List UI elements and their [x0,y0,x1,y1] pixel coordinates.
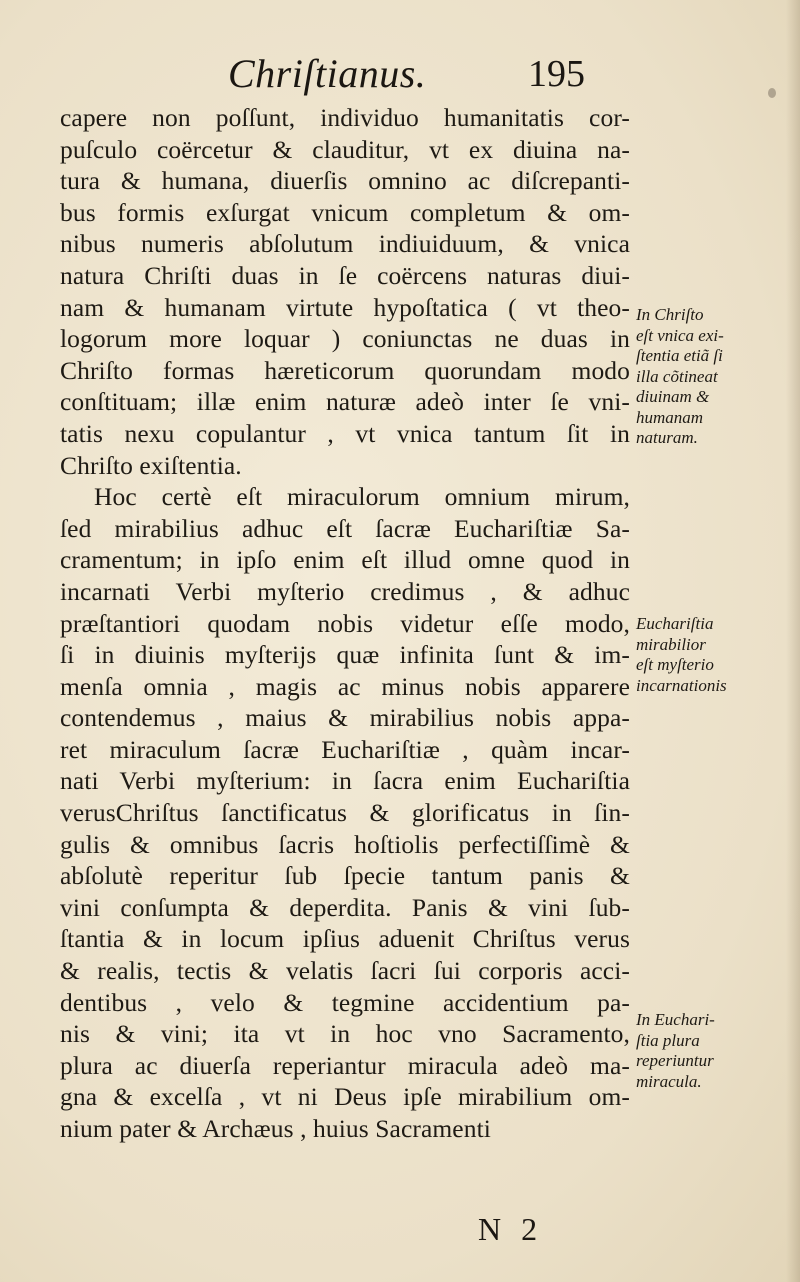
text-line: ſi in diuinis myſterijs quæ infinita ſunt & im- [60,640,630,670]
text-line: & realis, tectis & velatis ſacri ſui corporis acci- [60,956,630,986]
text-line: tura & humana, diuerſis omnino ac diſcrepanti- [60,166,630,196]
text-line: tatis nexu copulantur , vt vnica tantum ſit in [60,418,630,448]
note-line: In Euchari- [636,1010,715,1029]
note-line: eſt myſterio [636,655,714,674]
ink-spot [768,88,776,98]
text-line: nati Verbi myſterium: in ſacra enim Euchariſtia [60,766,630,796]
signature-mark: N 2 [478,1211,544,1247]
note-line: In Chriſto [636,305,704,324]
text-line: incarnati Verbi myſterio credimus , & adhuc [60,576,630,606]
text-line: nam & humanam virtute hypoſtatica ( vt theo- [60,292,630,322]
text-line: ſed mirabilius adhuc eſt ſacræ Euchariſtiæ Sa- [60,513,630,543]
text-line: gna & excelſa , vt ni Deus ipſe mirabilium om- [60,1082,630,1112]
text-line: ſtantia & in locum ipſius aduenit Chriſtus verus [60,924,630,954]
text-line: contendemus , maius & mirabilius nobis appa- [60,703,630,733]
marginal-note [636,614,796,696]
note-line: mirabilior [636,634,706,654]
text-line: ret miraculum ſacræ Euchariſtiæ , quàm incar- [60,734,630,764]
note-line: humanam [636,407,704,427]
note-line: illa cõtineat [636,366,718,386]
note-line: incarnationis [636,675,727,695]
text-line: Hoc certè eſt miraculorum omnium mirum, [94,482,630,512]
text-line: logorum more loquar ) coniunctas ne duas in [60,324,630,354]
text-line: dentibus , velo & tegmine accidentium pa- [60,987,630,1017]
note-line: naturam. [636,428,698,447]
text-line: natura Chriſti duas in ſe coërcens naturas diui- [60,260,630,290]
text-line: Chriſto formas hæreticorum quorundam modo [60,355,630,385]
page-header [0,50,800,100]
text-line: verusChriſtus ſanctificatus & glorificatus in ſin- [60,798,630,828]
text-line: capere non poſſunt, individuo humanitatis cor- [60,103,630,132]
text-line: plura ac diuerſa reperiantur miracula adeò ma- [60,1050,630,1080]
note-line: diuinam & [636,387,710,406]
text-line: nibus numeris abſolutum indiuiduum, & vnica [60,229,630,259]
marginal-note [636,1010,796,1092]
text-line: bus formis exſurgat vnicum completum & om- [60,197,630,227]
note-line: ſtia plura [636,1030,700,1050]
text-line: abſolutè reperitur ſub ſpecie tantum panis & [60,861,630,891]
text-line: gulis & omnibus ſacris hoſtiolis perfectiſſimè & [60,829,630,859]
text-line: nis & vini; ita vt in hoc vno Sacramento, [60,1019,630,1049]
note-line: Euchariſtia [636,614,714,633]
text-line: conſtituam; illæ enim naturæ adeò inter ſe vni- [60,387,630,417]
text-line: vini conſumpta & deperdita. Panis & vini ſub- [60,892,630,922]
note-line: ſtentia etiã ſi [636,346,723,365]
page-number: 195 [528,53,585,95]
text-line: puſculo coërcetur & clauditur, vt ex diuina na- [60,134,630,164]
running-title: Chriſtianus. [228,51,427,96]
note-line: miracula. [636,1071,702,1091]
text-line: præſtantiori quodam nobis videtur eſſe modo, [60,608,630,638]
page-edge-shadow [786,0,800,1282]
text-line: menſa omnia , magis ac minus nobis apparere [60,671,630,701]
text-line: Chriſto exiſtentia. [60,450,242,480]
note-line: eſt vnica exi- [636,325,724,345]
main-text [60,102,630,1145]
note-line: reperiuntur [636,1051,714,1070]
text-line: nium pater & Archæus , huius Sacramenti [60,1114,491,1143]
marginal-note [636,305,796,449]
text-line: cramentum; in ipſo enim eſt illud omne quod in [60,545,630,575]
